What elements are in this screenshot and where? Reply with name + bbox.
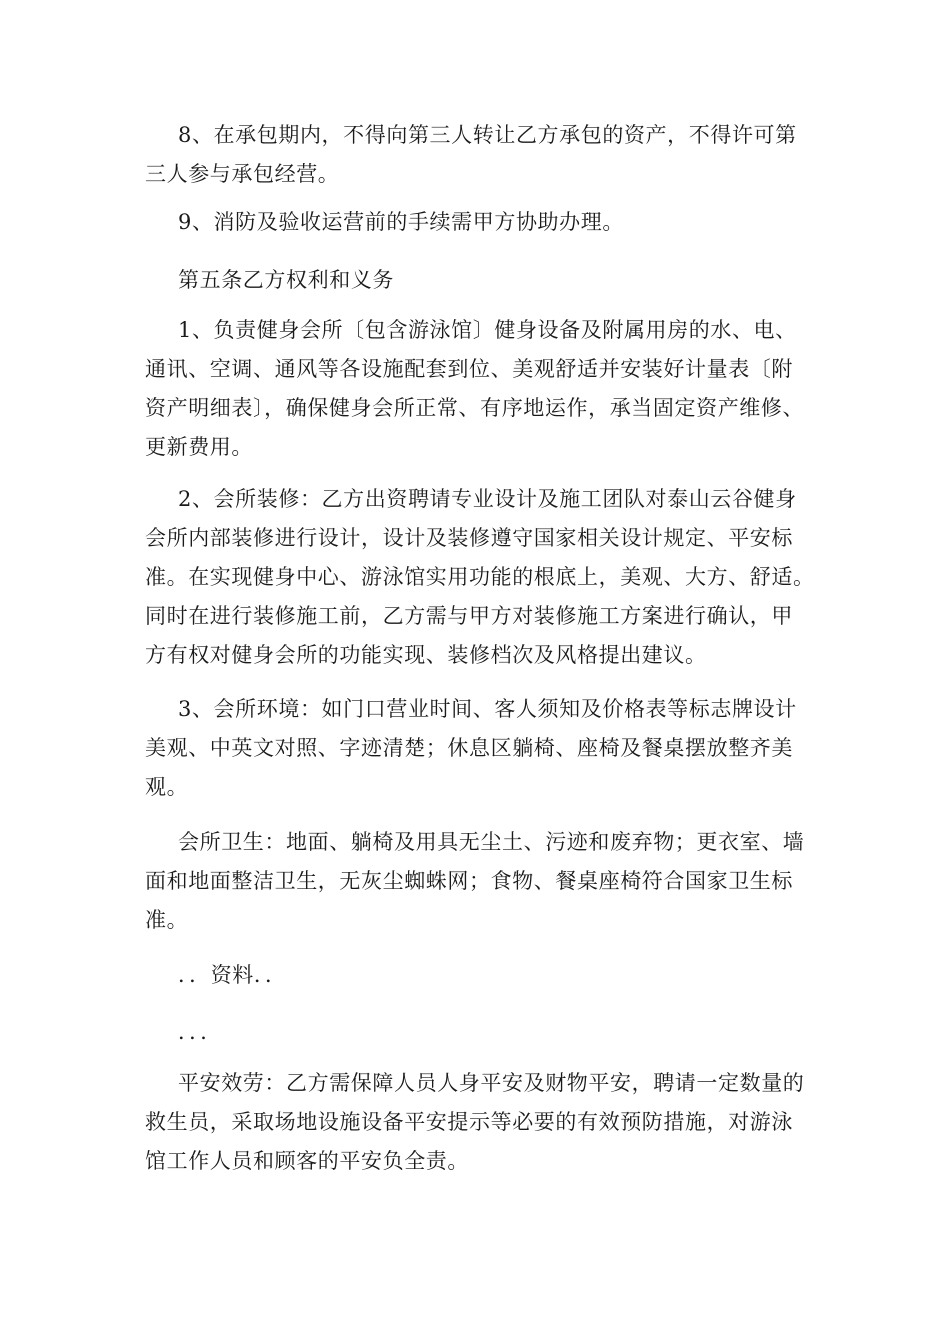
- paragraph-item-9: [145, 203, 807, 242]
- text-line: 会所卫生：地面、躺椅及用具无尘土、污迹和废弃物；更衣室、墙: [178, 830, 805, 854]
- text-line: 美观、中英文对照、字迹清楚；休息区躺椅、座椅及餐桌摆放整齐美: [145, 736, 793, 760]
- paragraph-duty-3: [145, 690, 807, 807]
- text-line: ．．资料．．: [178, 963, 287, 987]
- paragraph-resource-mark: [145, 956, 807, 995]
- text-line: 通讯、空调、通风等各设施配套到位、美观舒适并安装好计量表〔附: [145, 357, 793, 381]
- text-line: 1、负责健身会所〔包含游泳馆〕健身设备及附属用房的水、电、: [178, 318, 797, 342]
- text-line: 平安效劳：乙方需保障人员人身平安及财物平安，聘请一定数量的: [178, 1071, 805, 1095]
- paragraph-hygiene: [145, 823, 807, 940]
- paragraph-item-8: [145, 116, 807, 194]
- text-line: 面和地面整洁卫生，无灰尘蜘蛛网；食物、餐桌座椅符合国家卫生标: [145, 869, 793, 893]
- text-line: 馆工作人员和顾客的平安负全责。: [145, 1149, 469, 1173]
- paragraph-safety: [145, 1064, 807, 1181]
- article-heading: [145, 261, 807, 300]
- text-line: 会所内部装修进行设计，设计及装修遵守国家相关设计规定、平安标: [145, 526, 793, 550]
- text-line: 2、会所装修：乙方出资聘请专业设计及施工团队对泰山云谷健身: [178, 487, 797, 511]
- text-line: 准。在实现健身中心、游泳馆实用功能的根底上，美观、大方、舒适。: [145, 565, 815, 589]
- paragraph-duty-2: [145, 480, 815, 675]
- text-line: 准。: [145, 908, 189, 932]
- text-line: 更新费用。: [145, 435, 253, 459]
- text-line: 资产明细表〕，确保健身会所正常、有序地运作，承当固定资产维修、: [145, 396, 805, 420]
- text-line: 观。: [145, 775, 189, 799]
- text-line: 三人参与承包经营。: [145, 162, 340, 186]
- paragraph-dots: [145, 1013, 807, 1052]
- text-line: 同时在进行装修施工前，乙方需与甲方对装修施工方案进行确认，甲: [145, 604, 793, 628]
- text-line: 9、消防及验收运营前的手续需甲方协助办理。: [178, 210, 624, 234]
- paragraph-duty-1: [145, 311, 807, 467]
- text-line: 第五条乙方权利和义务: [178, 268, 394, 292]
- text-line: ．．．: [178, 1020, 222, 1044]
- text-line: 3、会所环境：如门口营业时间、客人须知及价格表等标志牌设计: [178, 697, 797, 721]
- text-line: 救生员，采取场地设施设备平安提示等必要的有效预防措施，对游泳: [145, 1110, 793, 1134]
- text-line: 8、在承包期内，不得向第三人转让乙方承包的资产，不得许可第: [178, 123, 797, 147]
- text-line: 方有权对健身会所的功能实现、装修档次及风格提出建议。: [145, 643, 707, 667]
